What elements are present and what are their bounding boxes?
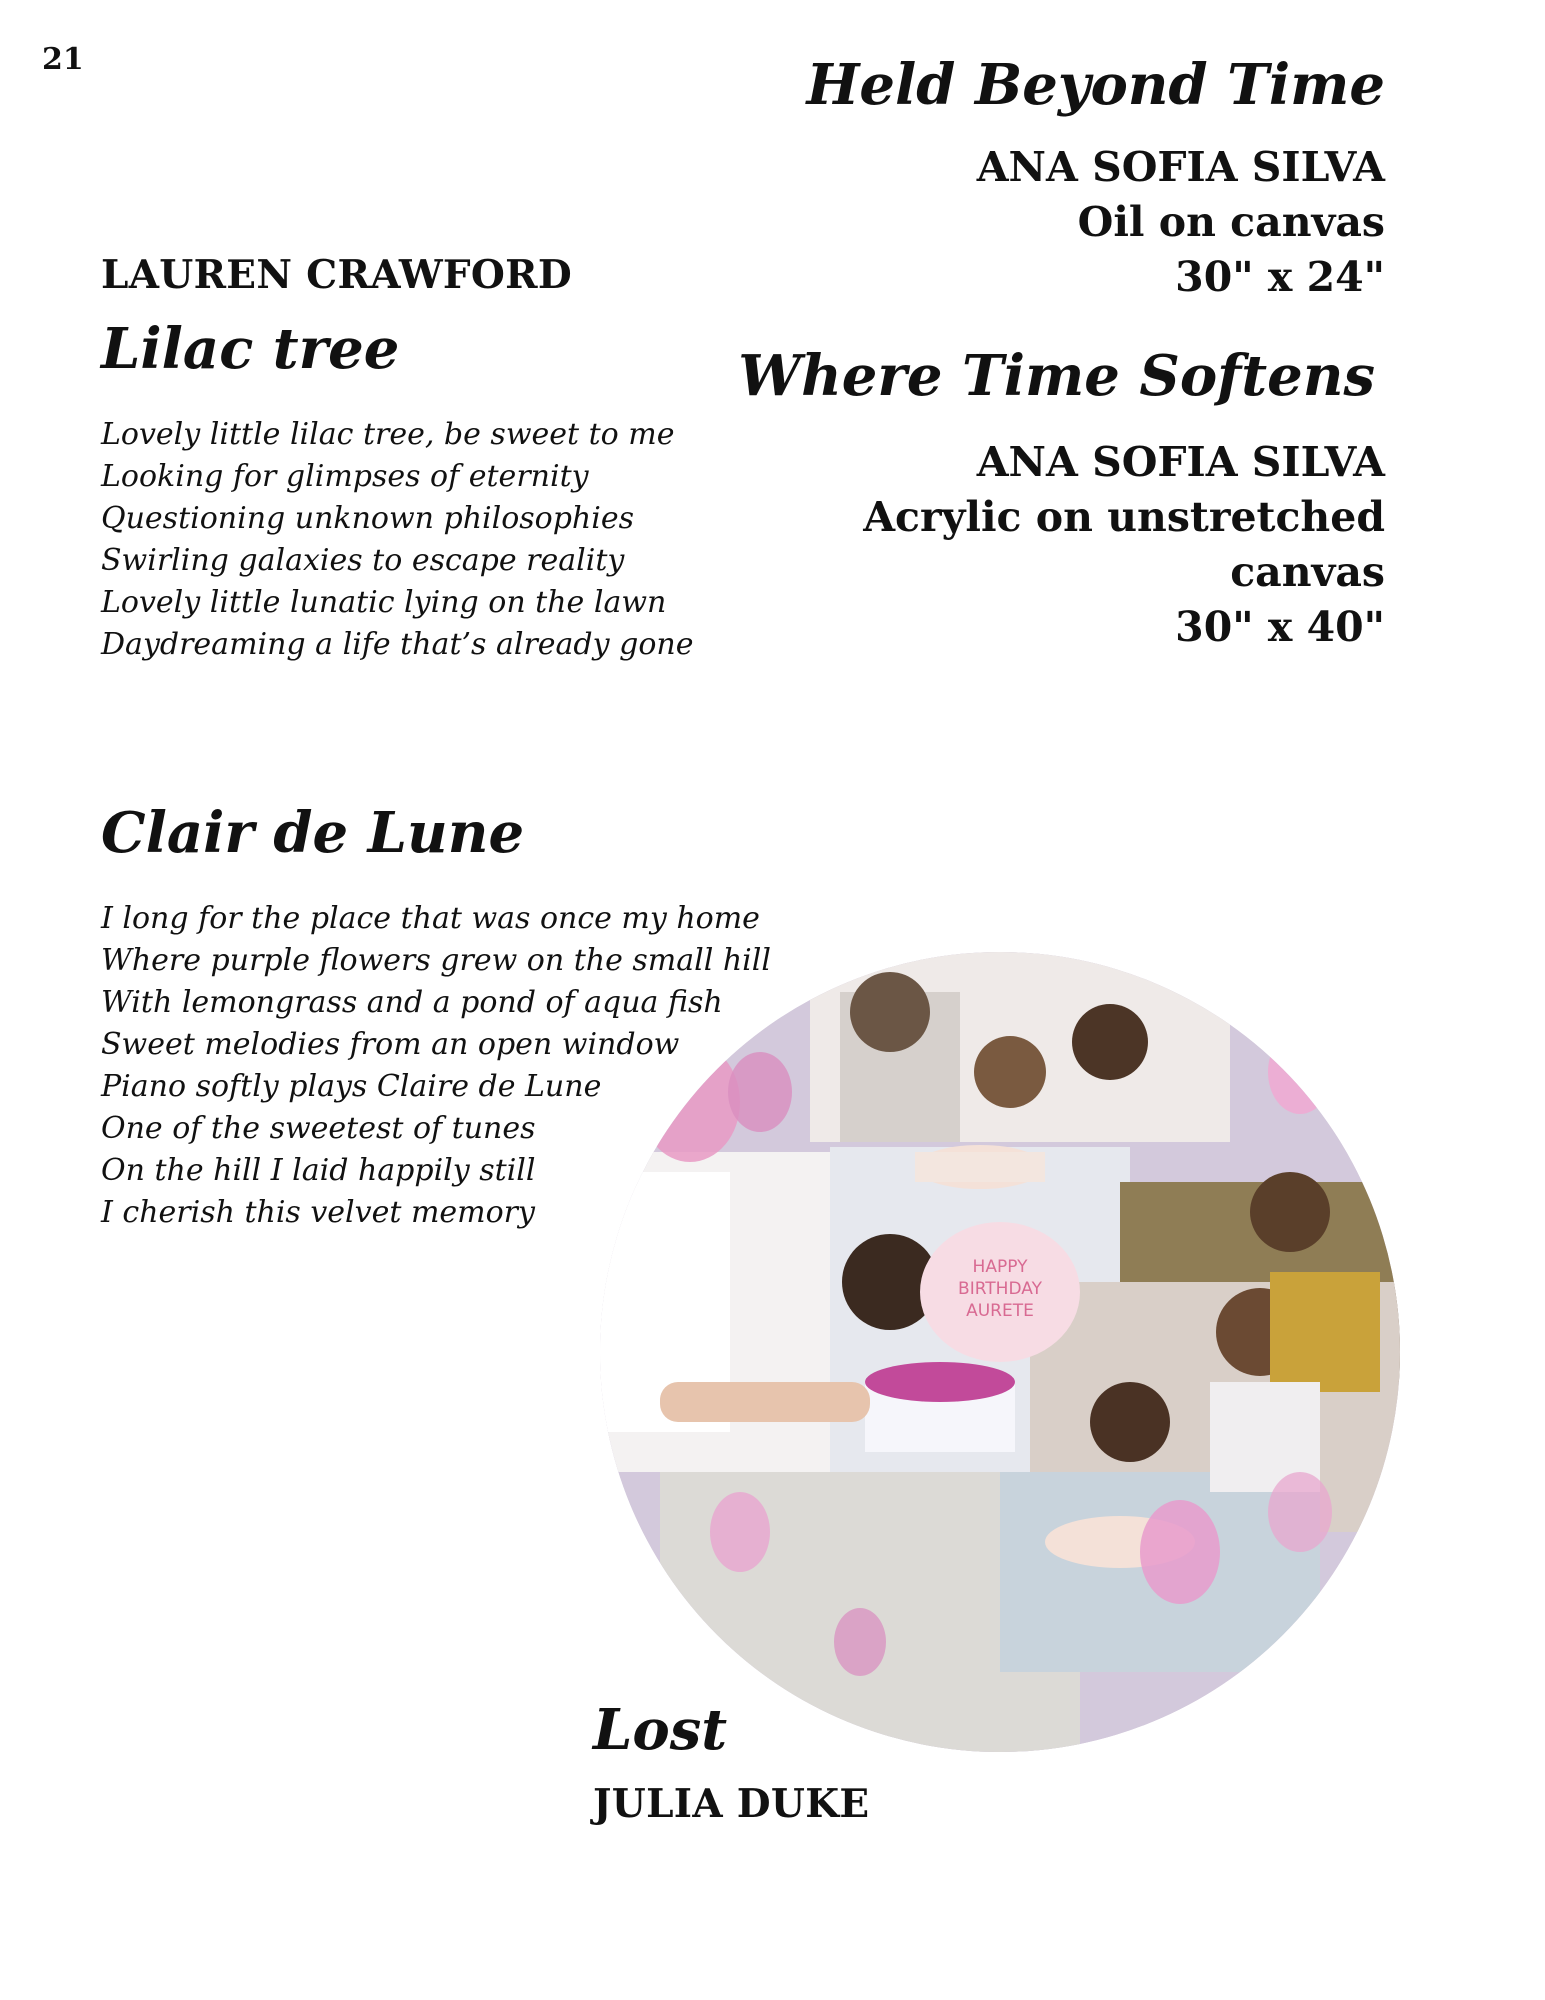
cake-text-2: BIRTHDAY: [958, 1279, 1042, 1299]
poem-line: Looking for glimpses of eternity: [101, 459, 589, 494]
poem-line: On the hill I laid happily still: [101, 1153, 536, 1188]
poem-author-lilac: LAUREN CRAWFORD: [101, 252, 573, 298]
poem-body-lilac: [101, 414, 693, 666]
poem-line: One of the sweetest of tunes: [101, 1111, 536, 1146]
page-number: 21: [42, 42, 84, 77]
poem-line: Daydreaming a life that’s already gone: [101, 627, 694, 662]
poem-line: With lemongrass and a pond of aqua fish: [101, 985, 723, 1020]
poem-line: I long for the place that was once my home: [101, 901, 760, 936]
poem-line: Swirling galaxies to escape reality: [101, 543, 625, 578]
artwork-title-held-beyond-time: Held Beyond Time: [806, 52, 1385, 118]
poem-line: Sweet melodies from an open window: [101, 1027, 680, 1062]
poem-author-lost: JULIA DUKE: [593, 1781, 870, 1827]
artwork-medium-continued: canvas: [1230, 548, 1385, 596]
artwork-medium: Oil on canvas: [1077, 198, 1385, 246]
artwork-size: 30" x 40": [1175, 603, 1385, 651]
poem-line: Questioning unknown philosophies: [101, 501, 634, 536]
artwork-size: 30" x 24": [1175, 253, 1385, 301]
collage-illustration: [600, 952, 1400, 1752]
artist-name: ANA SOFIA SILVA: [976, 438, 1385, 486]
artwork-meta-held-beyond-time: [977, 140, 1385, 305]
poem-line: Where purple flowers grew on the small hill: [101, 943, 771, 978]
artwork-title-where-time-softens: Where Time Softens: [738, 343, 1375, 409]
poem-title-lost: Lost: [593, 1697, 728, 1763]
artwork-medium: Acrylic on unstretched: [863, 493, 1385, 541]
cake-text-1: HAPPY: [972, 1257, 1028, 1277]
poem-title-lilac: Lilac tree: [101, 316, 400, 382]
cake-text-3: AURETE: [966, 1301, 1034, 1321]
poem-title-clair: Clair de Lune: [101, 800, 525, 866]
artist-name: ANA SOFIA SILVA: [976, 143, 1385, 191]
poem-line: Lovely little lunatic lying on the lawn: [101, 585, 667, 620]
artwork-meta-where-time-softens: [863, 435, 1385, 655]
poem-line: I cherish this velvet memory: [101, 1195, 535, 1230]
artwork-collage-lost: [600, 952, 1400, 1752]
poem-line: Piano softly plays Claire de Lune: [101, 1069, 602, 1104]
poem-line: Lovely little lilac tree, be sweet to me: [101, 417, 675, 452]
